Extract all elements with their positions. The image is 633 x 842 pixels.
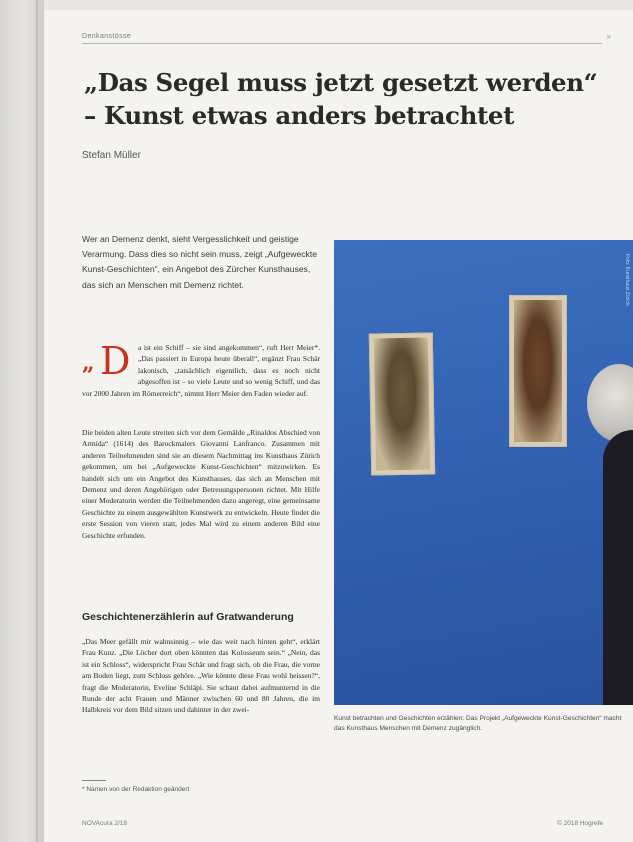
- drop-cap: [82, 339, 138, 384]
- paragraph-1: [82, 339, 320, 399]
- article-lead: Wer an Demenz denkt, sieht Vergesslichkeit und geistige Verarmung. Dass dies so nicht sein muss, zeigt „Aufgeweckte Kunst-Geschichten“, ein Angebot des Zürcher Kunsthauses, das sich an Menschen mit Demenz richtet.: [82, 234, 318, 290]
- painting-right: [509, 295, 567, 447]
- title-line-2: – Kunst etwas anders betrachtet: [84, 101, 514, 130]
- corner-mark: »: [606, 32, 611, 41]
- article-title: [84, 66, 604, 132]
- folio-right: © 2018 Hogrefe: [557, 820, 603, 827]
- paragraph-3: „Das Meer gefällt mir wahnsinnig – wie das weit nach hinten geht“, erklärt Frau Kunz. „Die Löcher dort oben könnten das Kolosseum sein.“ „Nein, das ist ein Schloss“, widerspricht Frau Schär und fragt sich, ob die Frau, die vorne am Boden liegt, zum Schloss gehöre. „Wie könnte diese Frau wohl heissen?“, fragt die Moderatorin, Eveline Schläpi. Sie schaut dabei aufmunternd in die Runde der acht Frauen und Männer zwischen 60 und 80 Jahren, die im Halbkreis vor dem Bild sitzen und dahinter in der zwei-: [82, 637, 320, 715]
- paragraph-2: Die beiden alten Leute streiten sich vor dem Gemälde „Rinaldos Abschied von Armida“ (1614) des Barockmalers Giovanni Lanfranco. Zusammen mit anderen Teilnehmenden sind sie an diesem Nachmittag ins Kunsthaus Zürich gekommen, um bei „Aufgeweckte Kunst-Geschichten“ mitzuwirken. Es handelt sich um ein Angebot des Kunsthauses, das sich an Menschen mit Demenz und deren Angehörigen oder Betreuungspersonen richtet. Mit Hilfe einer Moderatorin werden die Teilnehmenden dazu angeregt, eine gemeinsame Geschichte zu einem ausgewählten Kunstwerk zu entwickeln. Heute findet die erste Session von vieren statt, jedes Mal wird zu einem anderen Bild eine Geschichte erfunden.: [82, 428, 320, 540]
- drop-cap-letter: D: [100, 339, 131, 383]
- person-body: [603, 430, 633, 705]
- footnote: * Namen von der Redaktion geändert: [82, 786, 190, 793]
- folio-left: NOVAcura 2/18: [82, 820, 128, 827]
- photo-caption: Kunst betrachten und Geschichten erzählen: Das Projekt „Aufgeweckte Kunst-Geschichten“ macht das Kunsthaus Menschen mit Demenz zugänglich.: [334, 715, 622, 732]
- photo-credit: Foto: Kunsthaus Zürich: [624, 254, 630, 306]
- section-subhead: Geschichtenerzählerin auf Gratwanderung: [82, 611, 294, 623]
- title-line-1: „Das Segel muss jetzt gesetzt werden“: [84, 68, 598, 97]
- footnote-rule: [82, 780, 106, 781]
- paragraph-1-text: a ist ein Schiff – sie sind angekommen“, ruft Herr Meier*. „Das passiert in Europa heute überall“, ergänzt Frau Schär lakonisch, „tatsächlich eigentlich, dass es noch nicht abgesoffen ist – so viele Leute und so wenig Schiff, und das vor 2000 Jahren im Römerreich“, nimmt Herr Meier den Faden wieder auf.: [82, 343, 320, 398]
- header-rule: [82, 43, 602, 44]
- painting-left: [369, 332, 435, 475]
- running-head: Denkanstösse: [82, 33, 132, 40]
- painting-right-art: [514, 300, 562, 442]
- book-spine: [0, 0, 44, 842]
- article-photo: [334, 240, 633, 705]
- author-byline: Stefan Müller: [82, 150, 141, 161]
- gutter-line: [36, 0, 38, 842]
- magazine-page: [44, 10, 633, 842]
- drop-cap-quote: „: [82, 350, 95, 376]
- painting-left-art: [374, 338, 430, 471]
